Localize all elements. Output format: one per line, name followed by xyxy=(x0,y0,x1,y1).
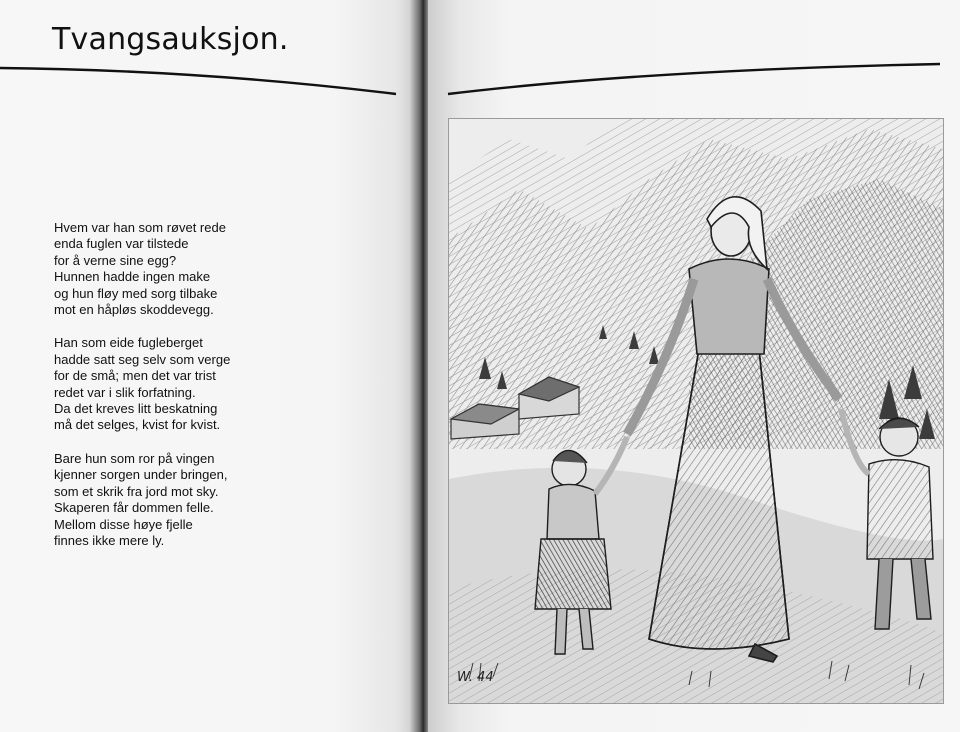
title-rule xyxy=(0,0,418,110)
poem-title: Tvangsauksjon. xyxy=(52,22,289,57)
illustration-drawing xyxy=(449,119,943,703)
poem-line: kjenner sorgen under bringen, xyxy=(54,467,228,483)
poem-line: Skaperen får dommen felle. xyxy=(54,500,214,516)
poem-line: Mellom disse høye fjelle xyxy=(54,516,193,532)
left-page xyxy=(0,0,418,732)
stanza-1 xyxy=(54,220,230,318)
poem-line: som et skrik fra jord mot sky. xyxy=(54,483,219,499)
poem-line: finnes ikke mere ly. xyxy=(54,532,165,548)
poem-line: og hun fløy med sorg tilbake xyxy=(54,285,218,301)
stanza-3 xyxy=(54,451,230,549)
poem-line: redet var i slik forfatning. xyxy=(54,384,196,400)
poem-body xyxy=(54,220,230,566)
stanza-2 xyxy=(54,335,230,433)
artist-signature: W. 44 xyxy=(457,670,494,685)
poem-line: Hunnen hadde ingen make xyxy=(54,269,211,285)
header-rule xyxy=(428,0,960,110)
poem-line: mot en håpløs skoddevegg. xyxy=(54,302,214,318)
poem-line: hadde satt seg selv som verge xyxy=(54,351,231,367)
poem-line: Hvem var han som røvet rede xyxy=(54,220,226,235)
poem-line: Da det kreves litt beskatning xyxy=(54,401,218,417)
poem-line: for å verne sine egg? xyxy=(54,252,177,268)
pencil-illustration xyxy=(448,118,944,704)
poem-line: Han som eide fugleberget xyxy=(54,335,203,351)
poem-line: må det selges, kvist for kvist. xyxy=(54,417,221,433)
right-page xyxy=(428,0,960,732)
poem-line: Bare hun som ror på vingen xyxy=(54,450,215,466)
poem-line: enda fuglen var tilstede xyxy=(54,236,189,252)
poem-line: for de små; men det var trist xyxy=(54,368,216,384)
